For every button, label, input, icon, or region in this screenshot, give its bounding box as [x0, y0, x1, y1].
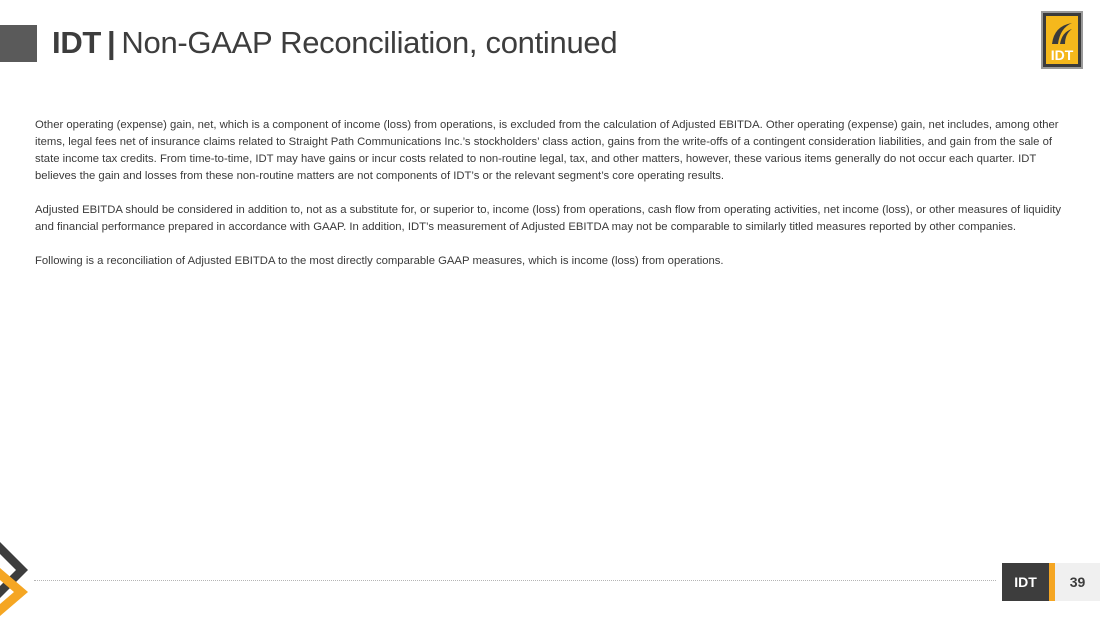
paragraph-other-operating: Other operating (expense) gain, net, which is a component of income (loss) from operations, is excluded from the calculation of Adjusted EBITDA. Other operating (expense) gain, net includes, among other items, legal fees net of insurance claims related to Straight Path Communications Inc.’s stockholders’ class action, gains from the write-offs of a contingent consideration liabilities, and gain from the sale of state income tax credits. From time-to-time, IDT may have gains or incur costs related to non-routine legal, tax, and other matters, however, these various items generally do not occur each quarter. IDT believes the gain and losses from these non-routine matters are not components of IDT’s or the relevant segment’s core operating results. [35, 119, 1059, 182]
page-number: 39 [1055, 563, 1100, 601]
logo-mark [1046, 16, 1078, 64]
logo-swoosh-icon [1050, 20, 1074, 48]
idt-logo [1041, 11, 1083, 69]
page-title [52, 22, 617, 64]
title-brand: IDT [52, 25, 102, 60]
corner-chevron-decoration [0, 540, 30, 619]
title-accent-bar [0, 25, 37, 62]
footer-divider [34, 580, 996, 581]
logo-text: IDT [1050, 47, 1074, 63]
title-separator: | [107, 25, 116, 60]
paragraph-reconciliation: Following is a reconciliation of Adjusted EBITDA to the most directly comparable GAAP measures, which is income (loss) from operations. [35, 255, 724, 267]
footer-brand-tab: IDT [1002, 563, 1049, 601]
paragraph-adjusted-ebitda: Adjusted EBITDA should be considered in addition to, not as a substitute for, or superior to, income (loss) from operations, cash flow from operating activities, net income (loss), or other measures of liquidity and financial performance prepared in accordance with GAAP. In addition, IDT’s measurement of Adjusted EBITDA may not be comparable to similarly titled measures reported by other companies. [35, 204, 1062, 233]
body-content [35, 117, 1070, 287]
title-text: Non-GAAP Reconciliation, continued [121, 25, 618, 60]
